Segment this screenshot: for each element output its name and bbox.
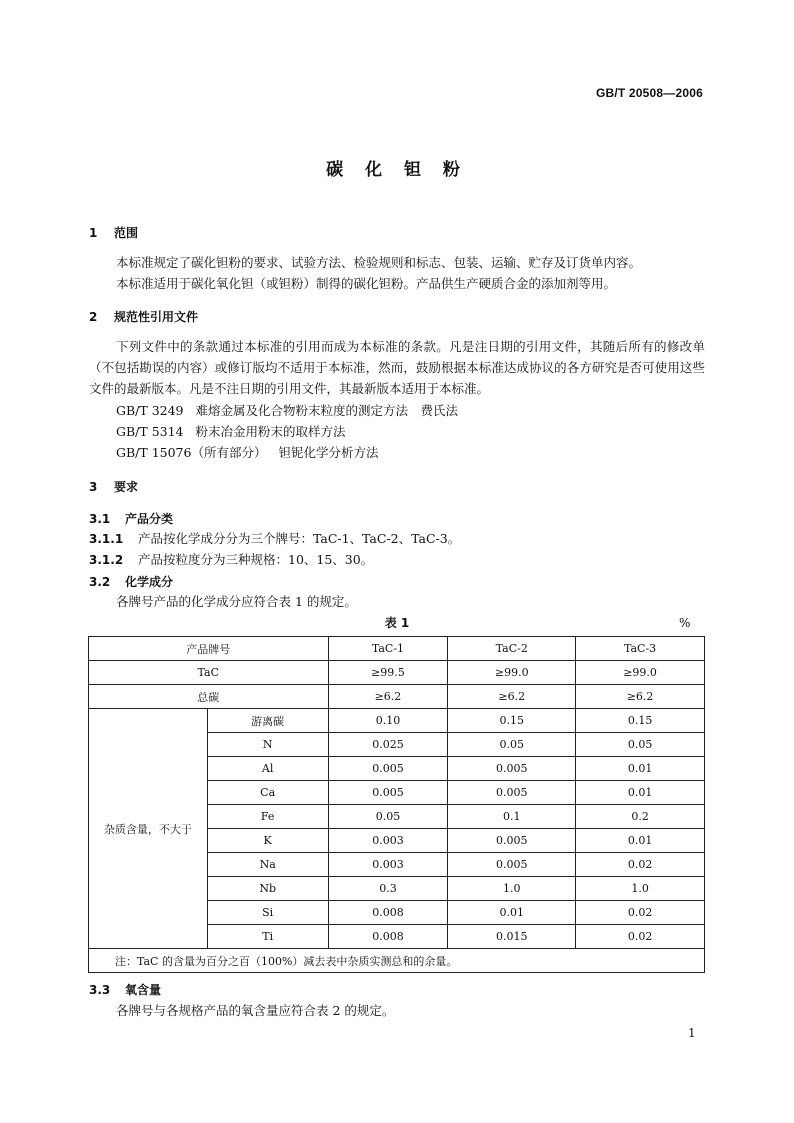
table-cell: ≥99.0 [576, 661, 705, 685]
section-3-3-heading [89, 981, 161, 998]
reference-item [116, 422, 346, 440]
page-number: 1 [688, 1026, 696, 1040]
paragraph: 下列文件中的条款通过本标准的引用而成为本标准的条款。凡是注日期的引用文件，其随后所有的修改单（不包括勘误的内容）或修订版均不适用于本标准，然而，鼓励根据本标准达成协议的各方研究是否可使用这些文件的最新版本。凡是不注日期的引用文件，其最新版本适用于本标准。 [89, 339, 705, 396]
table-note-row [89, 949, 705, 973]
table-cell: 0.005 [328, 781, 448, 805]
row-label: TaC [89, 661, 329, 685]
table-cell: 0.003 [328, 853, 448, 877]
row-label: Ca [207, 781, 328, 805]
table-unit: % [679, 616, 691, 630]
table-header-cell: 产品牌号 [89, 637, 329, 661]
row-label: 总碳 [89, 685, 329, 709]
table-header-cell: TaC-2 [448, 637, 576, 661]
section-number: 2 [89, 310, 98, 324]
table-cell: 0.05 [576, 733, 705, 757]
section-number: 3.1 [89, 512, 111, 526]
clause-number: 3.1.1 [89, 532, 124, 546]
table-header-cell: TaC-1 [328, 637, 448, 661]
paragraph: 本标准适用于碳化氧化钽（或钽粉）制得的碳化钽粉。产品供生产硬质合金的添加剂等用。 [116, 276, 617, 291]
table-cell: 0.15 [448, 709, 576, 733]
row-label: N [207, 733, 328, 757]
section-number: 1 [89, 226, 98, 240]
table-cell: 0.01 [576, 829, 705, 853]
clause-text: 产品按粒度分为三种规格：10、15、30。 [138, 552, 374, 567]
table-cell: 0.01 [576, 781, 705, 805]
section-title: 化学成分 [125, 575, 174, 589]
paragraph: 各牌号产品的化学成分应符合表 1 的规定。 [116, 594, 357, 609]
table-cell: 0.3 [328, 877, 448, 901]
section-title: 产品分类 [125, 512, 174, 526]
table-cell: 0.02 [576, 853, 705, 877]
paragraph: 各牌号与各规格产品的氧含量应符合表 2 的规定。 [116, 1003, 395, 1018]
section-3-heading [89, 478, 138, 495]
clause-3-1-2 [89, 549, 705, 571]
table-cell: 0.05 [448, 733, 576, 757]
section-3-1-heading [89, 510, 173, 527]
table-header-row [89, 637, 705, 661]
table-row [89, 709, 705, 733]
section-number: 3.3 [89, 983, 111, 997]
reference-title: 难熔金属及化合物粉末粒度的测定方法 费氏法 [195, 403, 459, 418]
row-label: Fe [207, 805, 328, 829]
table-cell: 0.003 [328, 829, 448, 853]
section-3-2-heading [89, 573, 173, 590]
table-cell: ≥99.5 [328, 661, 448, 685]
row-label: Al [207, 757, 328, 781]
table-cell: 0.008 [328, 901, 448, 925]
clause-3-1-1 [89, 528, 705, 550]
section-1-heading [89, 224, 138, 241]
impurity-group-label: 杂质含量，不大于 [89, 709, 208, 949]
row-label: Nb [207, 877, 328, 901]
table-cell: 0.005 [448, 853, 576, 877]
table-row [89, 685, 705, 709]
reference-code: GB/T 5314 [116, 424, 184, 439]
table-cell: 1.0 [576, 877, 705, 901]
reference-item [116, 443, 378, 461]
row-label: Si [207, 901, 328, 925]
reference-title: 粉末冶金用粉末的取样方法 [195, 424, 346, 439]
clause-number: 3.1.2 [89, 553, 124, 567]
table-cell: 0.005 [448, 781, 576, 805]
table-cell: 0.2 [576, 805, 705, 829]
section-number: 3.2 [89, 575, 111, 589]
section-2-heading [89, 308, 198, 325]
table-cell: 0.01 [576, 757, 705, 781]
table-cell: 0.008 [328, 925, 448, 949]
table-note: 注：TaC 的含量为百分之百（100%）减去表中杂质实测总和的余量。 [89, 949, 705, 973]
table-cell: ≥6.2 [448, 685, 576, 709]
table-cell: 0.005 [448, 829, 576, 853]
table-cell: 0.015 [448, 925, 576, 949]
row-label: Ti [207, 925, 328, 949]
table-cell: ≥99.0 [448, 661, 576, 685]
reference-code: GB/T 15076（所有部分） [116, 445, 267, 460]
section-title: 要求 [114, 480, 139, 494]
table-cell: 0.02 [576, 925, 705, 949]
row-label: Na [207, 853, 328, 877]
table-cell: 1.0 [448, 877, 576, 901]
reference-code: GB/T 3249 [116, 403, 184, 418]
document-title: 碳 化 钽 粉 [326, 160, 468, 180]
table-cell: ≥6.2 [576, 685, 705, 709]
table-caption: 表 1 [384, 616, 410, 630]
paragraph: 本标准规定了碳化钽粉的要求、试验方法、检验规则和标志、包装、运输、贮存及订货单内容。 [116, 255, 642, 270]
section-title: 氧含量 [125, 983, 162, 997]
reference-title: 钽铌化学分析方法 [278, 445, 379, 460]
chemical-composition-table [88, 636, 705, 973]
table-cell: 0.005 [328, 757, 448, 781]
clause-text: 产品按化学成分分为三个牌号：TaC-1、TaC-2、TaC-3。 [138, 531, 461, 546]
section-title: 规范性引用文件 [114, 310, 199, 324]
standard-number: GB/T 20508—2006 [595, 86, 703, 100]
row-label: 游离碳 [207, 709, 328, 733]
table-cell: 0.10 [328, 709, 448, 733]
table-cell: 0.025 [328, 733, 448, 757]
reference-item [116, 401, 458, 419]
table-cell: 0.15 [576, 709, 705, 733]
table-cell: 0.05 [328, 805, 448, 829]
section-title: 范围 [114, 226, 139, 240]
table-cell: ≥6.2 [328, 685, 448, 709]
table-cell: 0.005 [448, 757, 576, 781]
table-cell: 0.02 [576, 901, 705, 925]
section-number: 3 [89, 480, 98, 494]
table-cell: 0.1 [448, 805, 576, 829]
table-row [89, 661, 705, 685]
table-header-cell: TaC-3 [576, 637, 705, 661]
table-cell: 0.01 [448, 901, 576, 925]
row-label: K [207, 829, 328, 853]
